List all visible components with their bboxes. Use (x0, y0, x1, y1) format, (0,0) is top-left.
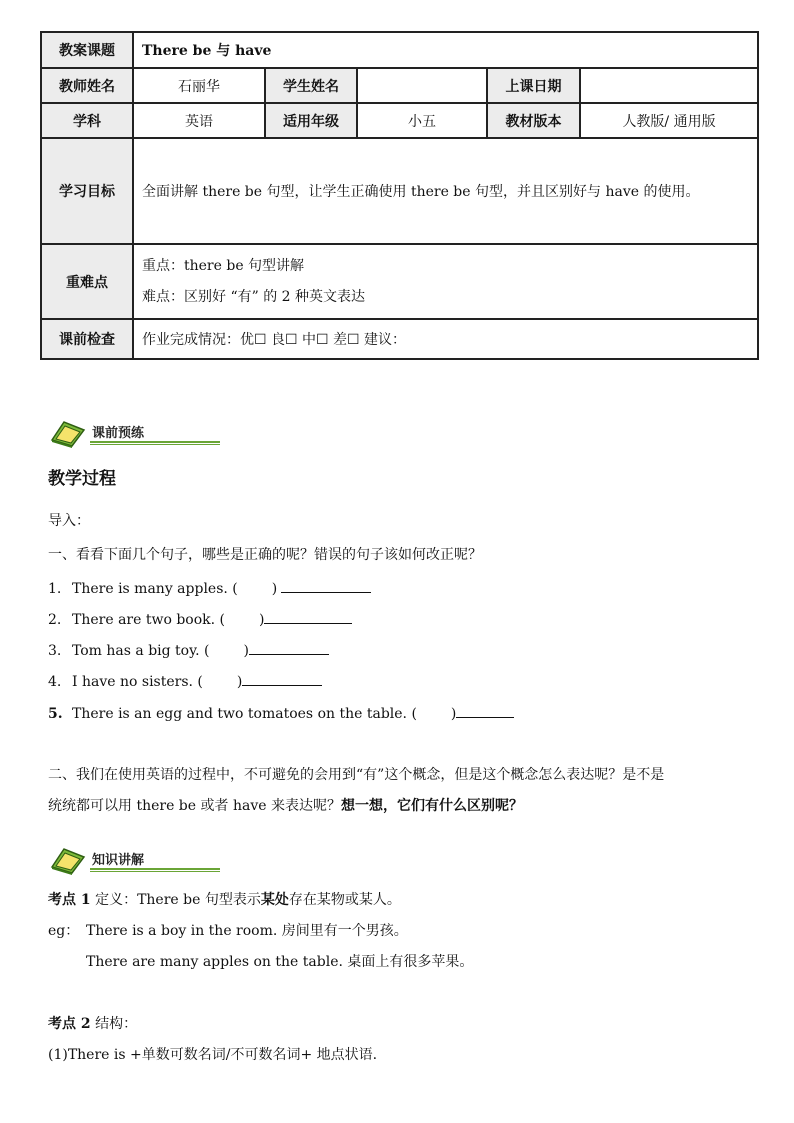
section-rule (90, 868, 220, 870)
edition-value: 人教版/ 通用版 (580, 103, 758, 138)
date-label: 上课日期 (487, 68, 580, 103)
example-2: There are many apples on the table. 桌面上有很多苹果。 (86, 954, 474, 970)
section-badge-preview (50, 418, 175, 450)
topic-value: There be 与 have (133, 32, 758, 68)
edition-label: 教材版本 (487, 103, 580, 138)
answer-blank[interactable] (249, 640, 329, 655)
sentence-1: 1. There is many apples. ( ) (48, 578, 371, 597)
section-title-knowledge: 知识讲解 (92, 853, 145, 868)
key-points (133, 244, 758, 319)
structure-1: (1)There is +单数可数名词/不可数名词+ 地点状语. (48, 1047, 378, 1063)
process-heading: 教学过程 (48, 469, 116, 489)
example-1: eg： There is a boy in the room. 房间里有一个男孩。 (48, 923, 408, 939)
answer-blank[interactable] (281, 578, 371, 593)
subject-label: 学科 (41, 103, 133, 138)
book-stack-icon (50, 845, 90, 875)
sentence-5: 5. There is an egg and two tomatoes on the table. ( ) (48, 703, 514, 722)
date-value (580, 68, 758, 103)
check-value: 作业完成情况：优☐ 良☐ 中☐ 差☐ 建议： (133, 319, 758, 359)
student-value (357, 68, 487, 103)
question-2-line-2: 统统都可以用 there be 或者 have 来表达呢？想一想，它们有什么区别呢？ (48, 798, 523, 814)
grade-label: 适用年级 (265, 103, 357, 138)
section-badge-knowledge (50, 845, 175, 877)
teacher-value: 石丽华 (133, 68, 265, 103)
topic-label: 教案课题 (41, 32, 133, 68)
check-label: 课前检查 (41, 319, 133, 359)
goal-value: 全面讲解 there be 句型，让学生正确使用 there be 句型，并且区别好与 have 的使用。 (133, 138, 758, 244)
section-rule (90, 444, 220, 445)
answer-blank[interactable] (456, 703, 514, 718)
grade-value: 小五 (357, 103, 487, 138)
answer-blank[interactable] (264, 609, 352, 624)
sentence-2: 2. There are two book. ( ) (48, 609, 352, 628)
subject-value: 英语 (133, 103, 265, 138)
answer-blank[interactable] (242, 671, 322, 686)
student-label: 学生姓名 (265, 68, 357, 103)
difficulty-point: 难点：区别好 “有” 的 2 种英文表达 (142, 288, 366, 305)
point-2: 考点 2 结构： (48, 1016, 138, 1032)
section-rule (90, 871, 220, 872)
teacher-label: 教师姓名 (41, 68, 133, 103)
goal-label: 学习目标 (41, 138, 133, 244)
section-rule (90, 441, 220, 443)
book-stack-icon (50, 418, 90, 448)
key-point: 重点：there be 句型讲解 (142, 257, 305, 274)
key-label: 重难点 (41, 244, 133, 319)
lesson-info-table (40, 31, 759, 360)
sentence-4: 4. I have no sisters. ( ) (48, 671, 322, 690)
sentence-3: 3. Tom has a big toy. ( ) (48, 640, 329, 659)
section-title-preview: 课前预练 (92, 426, 145, 441)
question-2-line-1: 二、我们在使用英语的过程中，不可避免的会用到“有”这个概念，但是这个概念怎么表达呢？是不是 (48, 767, 665, 783)
point-1: 考点 1 定义：There be 句型表示某处存在某物或某人。 (48, 892, 401, 908)
intro-label: 导入： (48, 513, 90, 529)
question-1-title: 一、看看下面几个句子，哪些是正确的呢？错误的句子该如何改正呢？ (48, 547, 482, 563)
